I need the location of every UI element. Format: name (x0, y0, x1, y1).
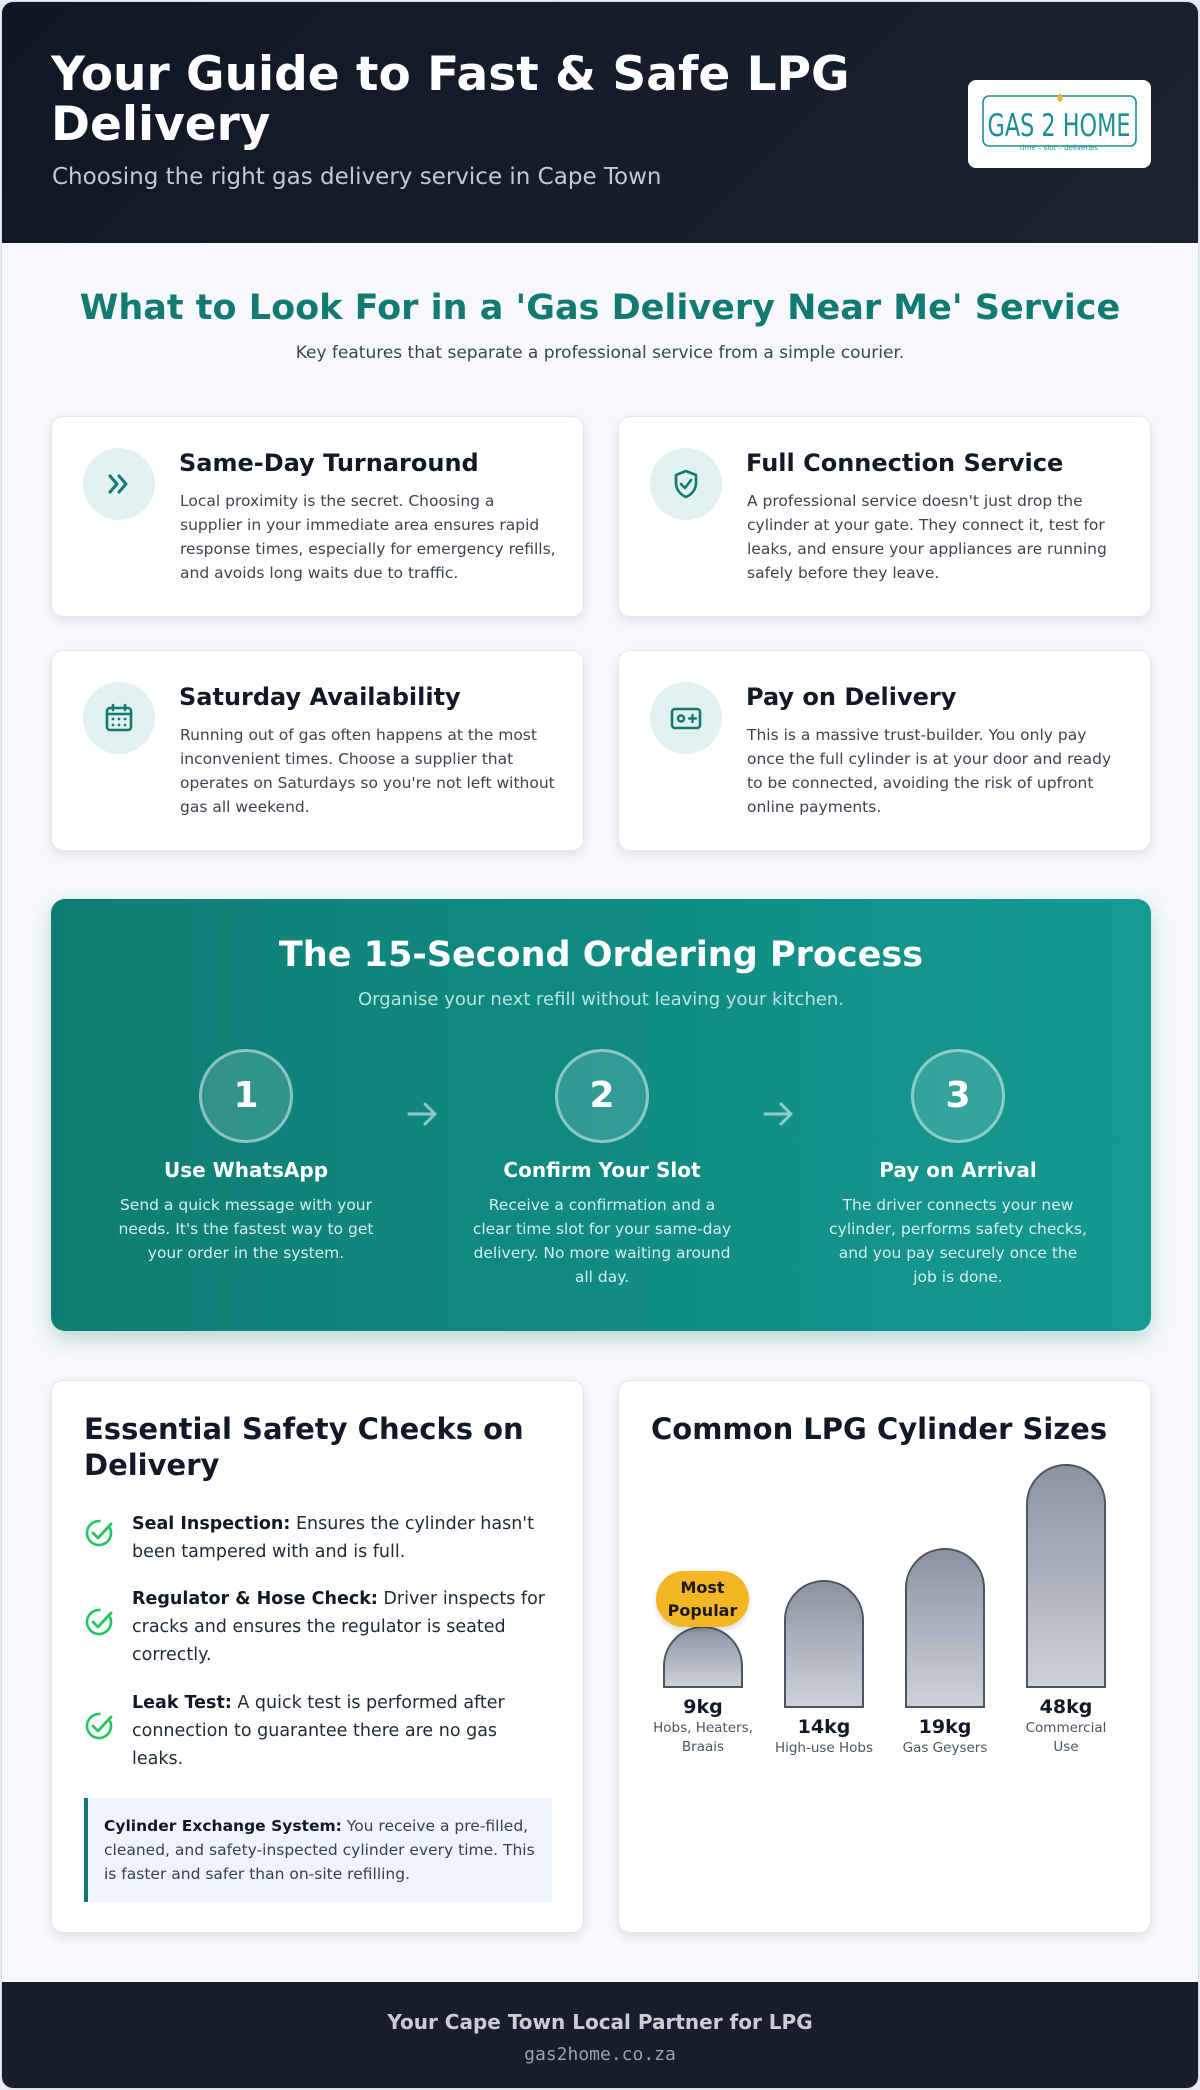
cylinder-use: Gas Geysers (902, 1740, 988, 1756)
check-circle-icon (84, 1607, 116, 1639)
check-circle-icon (84, 1711, 116, 1743)
check-circle-icon (84, 1518, 116, 1550)
feature-text: This is a massive trust-builder. You only pay once the full cylinder is at your door and ready to be connected, avoiding the risk of upfront online payments. (747, 726, 1112, 816)
footer (2, 1982, 1198, 2089)
step-title: Use WhatsApp (163, 1158, 329, 1182)
cash-icon (650, 682, 722, 754)
check-label: Regulator & Hose Check: (132, 1589, 378, 1609)
process-subtitle: Organise your next refill without leaving your kitchen. (357, 989, 845, 1010)
cylinder-sizes-card (618, 1380, 1151, 1933)
check-label: Leak Test: (132, 1693, 232, 1713)
gas2home-logo[interactable] (968, 80, 1151, 168)
feature-card-saturday (51, 650, 584, 851)
calendar-icon (83, 682, 155, 754)
feature-title: Pay on Delivery (746, 683, 957, 711)
feature-title: Full Connection Service (746, 449, 1064, 477)
feature-text: A professional service doesn't just drop the cylinder at your gate. They connect it, test for leaks, and ensure your appliances are running safely before they leave. (747, 492, 1107, 582)
feature-text: Local proximity is the secret. Choosing a supplier in your immediate area ensures rapid response times, especially for emergency refills, and avoids long waits due to traffic. (180, 492, 556, 582)
check-label: Seal Inspection: (132, 1514, 291, 1534)
step-number: 3 (911, 1049, 1005, 1143)
most-popular-badge: Most Popular (656, 1571, 749, 1627)
safety-title: Essential Safety Checks on Delivery (84, 1412, 524, 1482)
header (2, 2, 1198, 243)
cylinder-use: Commercial Use (1025, 1720, 1107, 1755)
check-text: Ensures the cylinder hasn't been tampered with and is full. (132, 1514, 534, 1562)
note-text: You receive a pre-filled, cleaned, and safety-inspected cylinder every time. This is faster and safer than on-site refilling. (104, 1817, 535, 1883)
infographic-page (1, 1, 1199, 2089)
safety-checks-card (51, 1380, 584, 1933)
shield-check-icon (650, 448, 722, 520)
cylinder-label (764, 1715, 884, 1758)
feature-text: Running out of gas often happens at the most inconvenient times. Choose a supplier that operates on Saturdays so you're not left without gas all weekend. (180, 726, 555, 816)
page-title: Your Guide to Fast & Safe LPG Delivery (51, 47, 850, 152)
feature-title: Same-Day Turnaround (179, 449, 479, 477)
svg-text:GAS 2 HOME: GAS 2 HOME (987, 108, 1131, 144)
arrow-right-icon (759, 1094, 799, 1134)
step-number: 2 (555, 1049, 649, 1143)
cylinder-14kg (785, 1581, 863, 1707)
cylinder-use: Hobs, Heaters, Braais (653, 1720, 753, 1755)
step-text: Receive a confirmation and a clear time slot for your same-day delivery. No more waiting around all day. (472, 1196, 732, 1286)
logo-tagline: time – slot – deliveries (1019, 144, 1099, 152)
arrow-right-icon (403, 1094, 443, 1134)
cylinder-label (885, 1715, 1005, 1758)
process-title: The 15-Second Ordering Process (278, 935, 924, 975)
features-title: What to Look For in a 'Gas Delivery Near Me' Service (79, 288, 1121, 328)
feature-title: Saturday Availability (179, 683, 461, 711)
check-text: Driver inspects for cracks and ensures the regulator is seated correctly. (132, 1589, 545, 1665)
step-text: Send a quick message with your needs. It's the fastest way to get your order in the system. (118, 1196, 374, 1262)
cylinder-9kg (664, 1627, 742, 1687)
ordering-process (51, 899, 1151, 1331)
footer-url[interactable]: gas2home.co.za (524, 2044, 676, 2065)
cylinder-graphics (619, 1381, 1152, 1934)
exchange-system-note (84, 1798, 552, 1902)
cylinder-size: 19kg (918, 1716, 972, 1738)
step-title: Pay on Arrival (879, 1158, 1037, 1182)
feature-card-same-day (51, 416, 584, 617)
cylinder-chart (619, 1381, 1152, 1934)
step-number: 1 (199, 1049, 293, 1143)
footer-tagline: Your Cape Town Local Partner for LPG (387, 2010, 813, 2034)
page-subtitle: Choosing the right gas delivery service in Cape Town (52, 164, 662, 190)
cylinder-19kg (906, 1549, 984, 1707)
cylinder-size: 9kg (683, 1696, 723, 1718)
double-chevron-right-icon (83, 448, 155, 520)
check-text: A quick test is performed after connection to guarantee there are no gas leaks. (132, 1693, 505, 1769)
cylinders-title: Common LPG Cylinder Sizes (651, 1412, 1108, 1446)
feature-card-connection (618, 416, 1151, 617)
cylinder-size: 48kg (1039, 1696, 1093, 1718)
feature-card-pay (618, 650, 1151, 851)
note-label: Cylinder Exchange System: (104, 1817, 342, 1835)
step-title: Confirm Your Slot (503, 1158, 701, 1182)
cylinder-size: 14kg (797, 1716, 851, 1738)
cylinder-48kg (1027, 1465, 1105, 1687)
features-subtitle: Key features that separate a professional service from a simple courier. (295, 343, 905, 363)
step-text: The driver connects your new cylinder, performs safety checks, and you pay securely once the job is done. (829, 1196, 1087, 1286)
cylinder-label (1006, 1695, 1126, 1757)
cylinder-use: High-use Hobs (774, 1740, 874, 1756)
cylinder-label (643, 1695, 763, 1757)
